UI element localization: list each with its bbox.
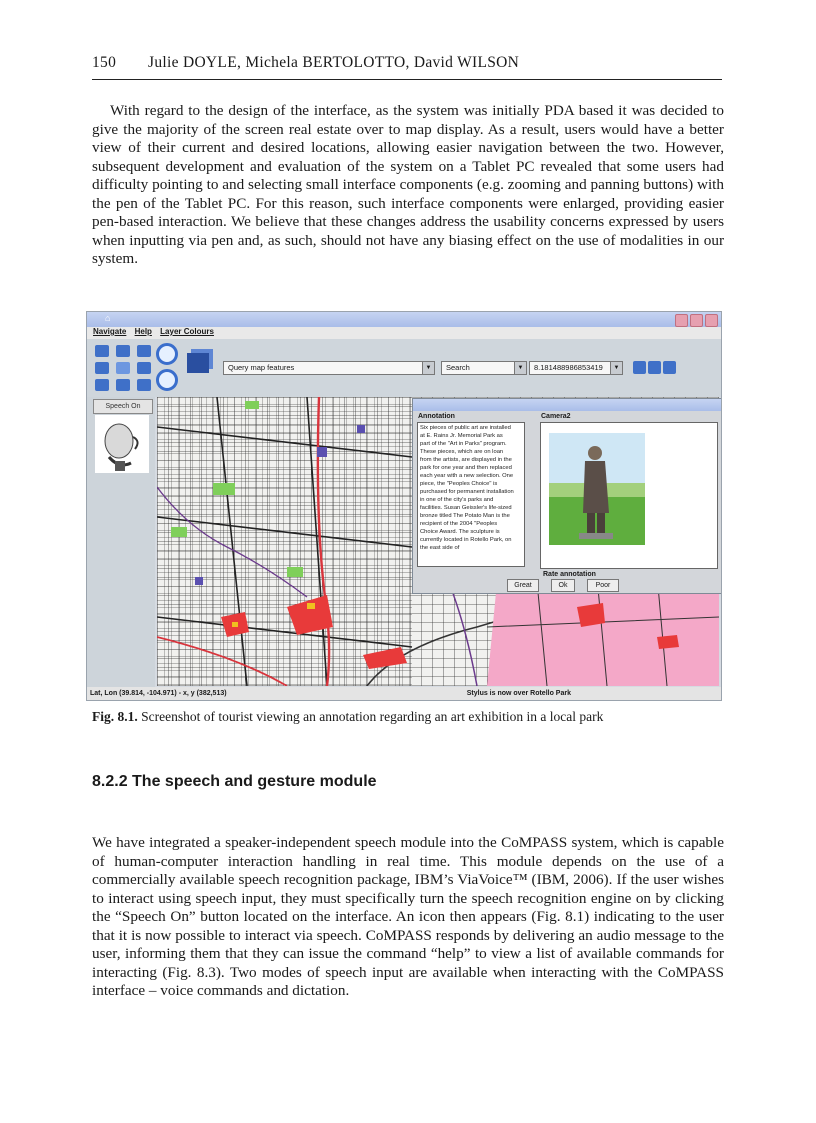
speech-on-button: Speech On — [93, 399, 153, 414]
body-paragraph-1: With regard to the design of the interface, as the system was initially PDA based it was decided to give the majority of the screen real estate over to map display. As a result, users would have a better view of their current and desired locations, allowing easier navigation between the two. However, subsequent development and evaluation of the system on a Tablet PC revealed that some users had difficulty pointing to and selecting small interface components (e.g. zooming and panning buttons) with the pen of the Tablet PC. For this reason, such interface components were enlarged, providing easier pen-based interaction. We believe that these changes address the usability concerns expressed by users when inputting via pen and, as such, should not have any biasing effect on the use of modalities in our system. — [92, 102, 724, 267]
rate-ok-button: Ok — [551, 579, 575, 592]
annotation-window-titlebar — [413, 399, 721, 411]
map-toolbar — [87, 339, 721, 397]
body-paragraph-2: We have integrated a speaker-independent speech module into the CoMPASS system, which is capable of human-computer interaction handling in real time. This module depends on the use of a commercially available speech recognition package, IBM’s ViaVoice™ (IBM, 2006). If the user wishes to interact using speech input, they must specifically turn the speech recognition engine on by clicking the “Speech On” button located on the interface. An icon then appears (Fig. 8.1) indicating to the user that it is now possible to interact via speech. CoMPASS responds by delivering an audio message to the user, informing them that they can issue the command “help” to view a list of available commands for interacting (Fig. 8.3). Two modes of speech input are available when interacting with the CoMPASS interface – voice commands and dictation. — [92, 834, 724, 999]
pan-arrows-icon — [95, 345, 151, 391]
running-head — [92, 54, 722, 72]
maximize-icon — [690, 314, 703, 327]
authors: Julie DOYLE, Michela BERTOLOTTO, David WILSON — [148, 54, 520, 71]
app-titlebar — [87, 312, 721, 327]
rate-poor-button: Poor — [587, 579, 619, 592]
page-number: 150 — [92, 54, 117, 71]
search-dropdown-label: Search — [446, 363, 470, 372]
app-title-icon: ⌂ — [105, 313, 111, 323]
statue-photo — [549, 433, 645, 545]
coordinate-dropdown — [529, 361, 623, 375]
status-message: Stylus is now over Rotello Park — [466, 690, 571, 697]
menu-help: Help — [134, 327, 152, 336]
forward-arrow-icon — [663, 361, 676, 374]
minimize-icon — [675, 314, 688, 327]
chevron-down-icon: ▼ — [422, 362, 434, 374]
menu-navigate: Navigate — [93, 327, 127, 336]
rate-annotation-label: Rate annotation — [543, 571, 596, 578]
header-rule — [92, 79, 722, 80]
coordinate-dropdown-label: 8.181488986853419 — [534, 363, 603, 372]
section-heading: 8.2.2 The speech and gesture module — [92, 773, 377, 790]
query-dropdown — [223, 361, 435, 375]
close-icon — [705, 314, 718, 327]
status-coordinates: Lat, Lon (39.814, -104.971) - x, y (382,513) — [90, 690, 227, 697]
back-arrow-icon — [633, 361, 646, 374]
query-dropdown-label: Query map features — [228, 363, 295, 372]
annotation-text: Six pieces of public art are installed at E. Rains Jr. Memorial Park as part of the "Art in Parks" program. These pieces, which are on loan from the artists, are displayed in the park for one year and then replaced each year with a new selection. One piece, the "Peoples Choice" is purchased for permanent installation in one of the city's parks and facilities. Susan Geissler's life-sized bronze titled The Potato Man is the recipient of the 2004 "Peoples Choice Award. The sculpture is currently located in Rotello Park, on the east side of — [417, 422, 525, 567]
search-dropdown — [441, 361, 527, 375]
annotation-window — [412, 398, 722, 594]
speech-head-icon — [95, 415, 149, 473]
caption-text: Screenshot of tourist viewing an annotation regarding an art exhibition in a local park — [141, 709, 604, 724]
camera-panel — [540, 422, 718, 569]
figure-caption — [92, 709, 732, 725]
caption-label: Fig. 8.1. — [92, 709, 138, 724]
chevron-down-icon: ▼ — [514, 362, 526, 374]
annotation-label: Annotation — [418, 413, 455, 420]
up-arrow-icon — [648, 361, 661, 374]
figure-screenshot — [86, 311, 722, 701]
chevron-down-icon: ▼ — [610, 362, 622, 374]
zoom-in-icon — [156, 343, 178, 365]
rate-great-button: Great — [507, 579, 539, 592]
camera-label: Camera2 — [541, 413, 571, 420]
layers-icon — [187, 353, 209, 373]
status-bar — [87, 687, 721, 700]
zoom-out-icon — [156, 369, 178, 391]
menu-layer-colours: Layer Colours — [160, 327, 214, 336]
menu-bar — [87, 327, 721, 339]
